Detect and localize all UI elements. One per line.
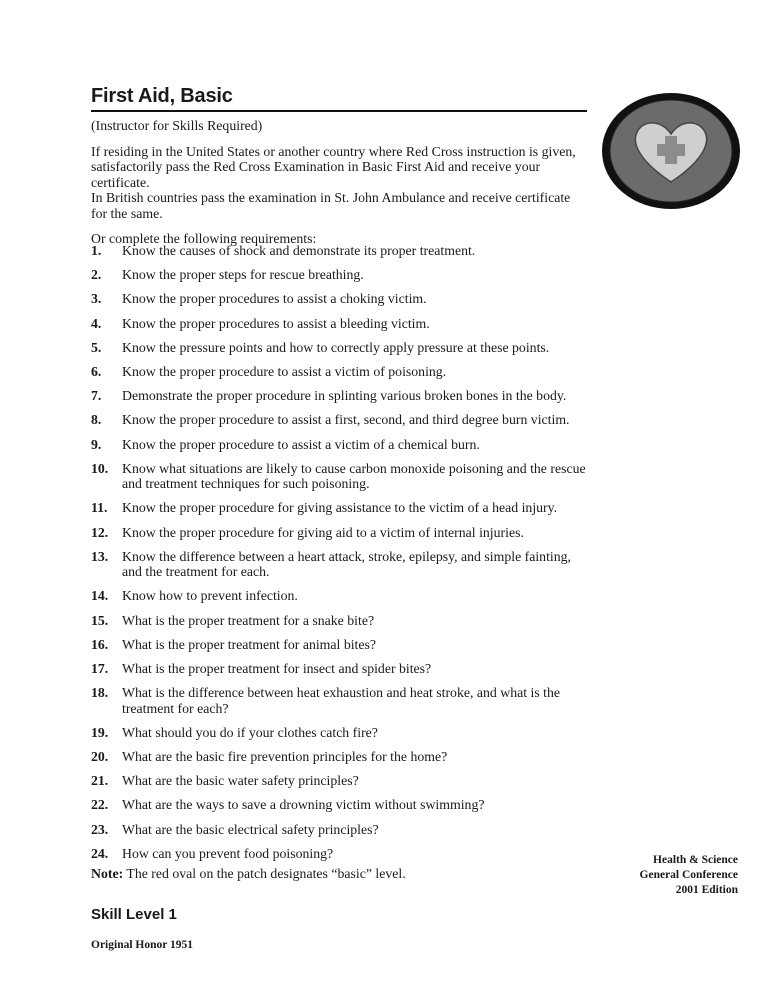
item-text: What are the basic electrical safety principles? — [122, 821, 379, 837]
publisher-department: Health & Science — [653, 854, 738, 866]
item-number: 17. — [91, 661, 109, 676]
item-number: 3. — [91, 291, 102, 307]
list-item — [91, 525, 586, 541]
item-text: What is the proper treatment for insect and spider bites? — [122, 661, 432, 676]
item-number: 19. — [91, 724, 109, 740]
heart-cross-patch-icon — [601, 92, 741, 210]
item-text: What should you do if your clothes catch fire? — [122, 724, 378, 740]
item-text: Know the difference between a heart attack, stroke, epilepsy, and simple fainting, and the treatment for each. — [122, 548, 571, 580]
item-number: 9. — [91, 436, 102, 452]
item-number: 16. — [91, 636, 109, 652]
intro-paragraph-requirements: Or complete the following requirements: — [91, 231, 317, 246]
item-number: 23. — [91, 821, 109, 837]
item-text: Know the causes of shock and demonstrate its proper treatment. — [122, 243, 476, 258]
list-item — [91, 412, 586, 428]
item-number: 14. — [91, 588, 109, 604]
item-number: 4. — [91, 315, 102, 331]
item-number: 2. — [91, 267, 102, 283]
list-item — [91, 243, 586, 259]
item-text: What is the difference between heat exhaustion and heat stroke, and what is the treatment for each? — [122, 685, 561, 716]
item-text: Know the proper procedures to assist a bleeding victim. — [122, 315, 430, 331]
item-number: 24. — [91, 845, 109, 861]
item-text: What is the proper treatment for animal bites? — [122, 636, 376, 652]
item-number: 5. — [91, 339, 102, 355]
item-text: What are the basic fire prevention principles for the home? — [122, 749, 448, 765]
cross-horizontal — [657, 144, 685, 156]
patch-note — [91, 866, 406, 882]
list-item — [91, 661, 586, 677]
item-text: How can you prevent food poisoning? — [122, 845, 334, 861]
item-number: 21. — [91, 773, 109, 789]
list-item — [91, 316, 586, 332]
item-text: Know the proper procedures to assist a choking victim. — [122, 291, 427, 307]
item-number: 7. — [91, 388, 102, 404]
list-item — [91, 846, 586, 862]
list-item — [91, 797, 586, 813]
list-item — [91, 613, 586, 629]
list-item — [91, 437, 586, 453]
item-number: 11. — [91, 500, 108, 516]
item-number: 18. — [91, 685, 109, 701]
item-number: 22. — [91, 797, 109, 813]
publisher-info — [640, 853, 738, 898]
publisher-edition: 2001 Edition — [675, 884, 738, 896]
item-number: 15. — [91, 612, 109, 628]
list-item — [91, 822, 586, 838]
item-text: Know how to prevent infection. — [122, 588, 298, 604]
list-item — [91, 749, 586, 765]
page-title: First Aid, Basic — [91, 85, 233, 107]
list-item — [91, 549, 586, 580]
item-text: Know the proper procedure for giving assistance to the victim of a head injury. — [122, 500, 558, 516]
item-text: Demonstrate the proper procedure in splinting various broken bones in the body. — [122, 388, 567, 404]
list-item — [91, 461, 586, 492]
item-text: Know the proper steps for rescue breathing. — [122, 267, 364, 283]
list-item — [91, 685, 586, 716]
item-number: 20. — [91, 749, 109, 765]
list-item — [91, 364, 586, 380]
item-text: Know the proper procedure to assist a first, second, and third degree burn victim. — [122, 412, 570, 428]
item-text: Know the proper procedure to assist a victim of poisoning. — [122, 363, 447, 379]
list-item — [91, 637, 586, 653]
instructor-note: (Instructor for Skills Required) — [91, 118, 263, 133]
item-number: 12. — [91, 524, 109, 540]
note-label: Note: — [91, 866, 124, 881]
original-honor: Original Honor 1951 — [91, 939, 194, 951]
list-item — [91, 588, 586, 604]
skill-level: Skill Level 1 — [91, 906, 177, 923]
list-item — [91, 388, 586, 404]
item-number: 8. — [91, 412, 102, 428]
list-item — [91, 340, 586, 356]
intro-paragraph-british: In British countries pass the examination in St. John Ambulance and receive certificate for the same. — [91, 190, 571, 221]
intro-section — [91, 118, 586, 247]
intro-paragraph-red-cross: If residing in the United States or another country where Red Cross instruction is given, satisfactorily pass the Red Cross Examination in Basic First Aid and receive your certificate. — [91, 143, 576, 190]
title-rule — [91, 110, 587, 112]
note-text: The red oval on the patch designates “basic” level. — [123, 866, 406, 881]
item-text: Know the pressure points and how to correctly apply pressure at these points. — [122, 339, 550, 355]
list-item — [91, 291, 586, 307]
list-item — [91, 267, 586, 283]
item-text: Know what situations are likely to cause carbon monoxide poisoning and the rescue and treatment techniques for such poisoning. — [122, 460, 586, 492]
list-item — [91, 773, 586, 789]
list-item — [91, 725, 586, 741]
requirements-list — [91, 243, 586, 870]
item-text: Know the proper procedure for giving aid to a victim of internal injuries. — [122, 524, 524, 540]
item-number: 10. — [91, 460, 109, 476]
publisher-name: General Conference — [639, 869, 738, 881]
item-number: 1. — [91, 243, 102, 258]
list-item — [91, 500, 586, 516]
item-text: What are the ways to save a drowning victim without swimming? — [122, 797, 485, 813]
item-text: What is the proper treatment for a snake bite? — [122, 612, 375, 628]
item-text: Know the proper procedure to assist a victim of a chemical burn. — [122, 436, 480, 452]
item-number: 6. — [91, 363, 102, 379]
item-text: What are the basic water safety principles? — [122, 773, 359, 789]
item-number: 13. — [91, 548, 109, 564]
